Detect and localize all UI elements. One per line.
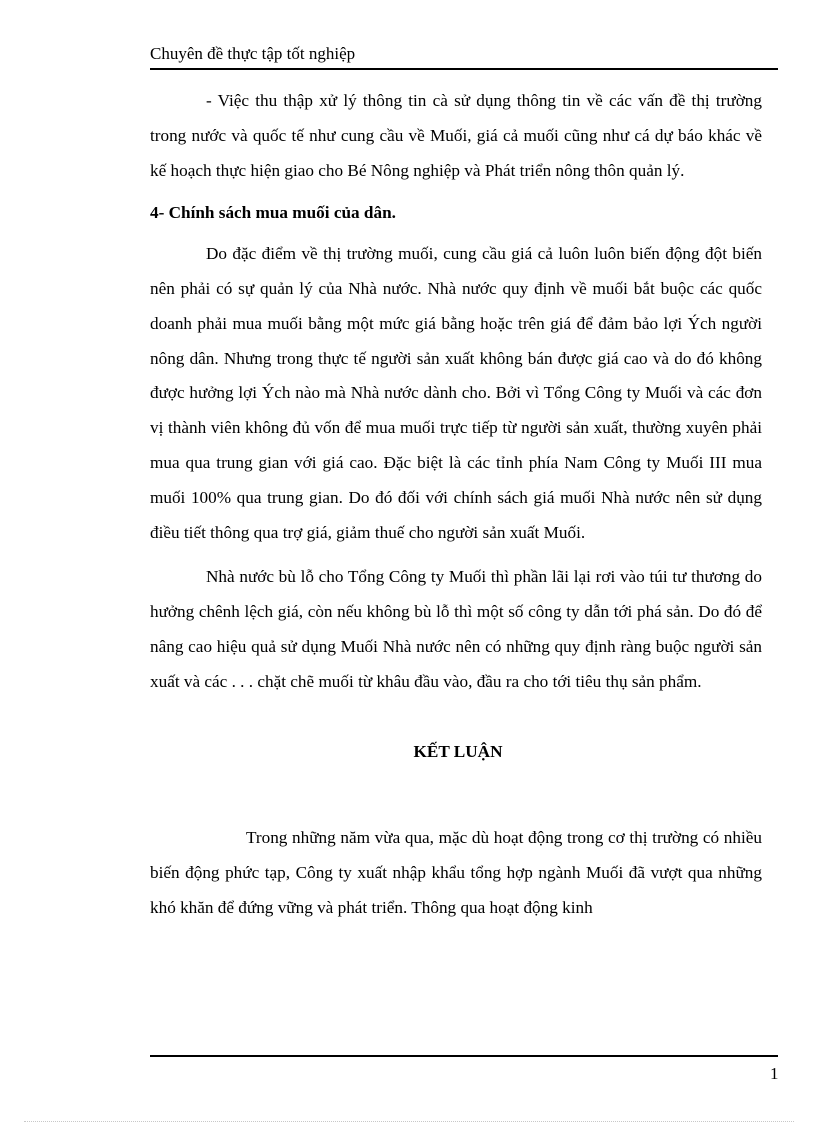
paragraph-conclusion: Trong những năm vừa qua, mặc dù hoạt động trong cơ thị trường có nhiều biến động phức tạp, Công ty xuất nhập khẩu tổng hợp ngành Muối đã vượt qua những khó khăn để đứng vững và phát triển. Thông qua hoạt động kinh — [150, 828, 762, 917]
paragraph-state-compensation: Nhà nước bù lỗ cho Tổng Công ty Muối thì phần lãi lại rơi vào túi tư thương do hưởng chênh lệch giá, còn nếu không bù lỗ thì một số công ty dẫn tới phá sản. Do đó để nâng cao hiệu quả sử dụng Muối Nhà nước nên có những quy định ràng buộc người sản xuất và các . . . chặt chẽ muối từ khâu đầu vào, đầu ra cho tới tiêu thụ sản phẩm. — [150, 567, 762, 691]
page-number: 1 — [770, 1064, 779, 1083]
conclusion-title: KẾT LUẬN — [413, 741, 503, 761]
document-body — [150, 84, 762, 926]
page-bottom-edge — [24, 1121, 794, 1122]
header-title: Chuyên đề thực tập tốt nghiệp — [150, 44, 356, 63]
section-heading: 4- Chính sách mua muối của dân. — [150, 203, 396, 223]
page-header — [150, 44, 778, 70]
footer-divider — [150, 1055, 778, 1057]
paragraph-salt-market: Do đặc điểm về thị trường muối, cung cầu giá cả luôn luôn biến động đột biến nên phải có sự quản lý của Nhà nước. Nhà nước quy định về muối bắt buộc các quốc doanh phải mua muối bằng một mức giá bằng hoặc trên giá để đảm bảo lợi Ých người nông dân. Nhưng trong thực tế người sản xuất không bán được giá cao và do đó không được hưởng lợi Ých nào mà Nhà nước dành cho. Bởi vì Tổng Công ty Muối và các đơn vị thành viên không đủ vốn để mua muối trực tiếp từ người sản xuất, thường xuyên phải mua qua trung gian với giá cao. Đặc biệt là các tỉnh phía Nam Công ty Muối III mua muối 100% qua trung gian. Do đó đối với chính sách giá muối Nhà nước nên sử dụng điều tiết thông qua trợ giá, giảm thuế cho người sản xuất Muối. — [150, 244, 762, 542]
paragraph-data-collection: - Việc thu thập xử lý thông tin cà sử dụng thông tin về các vấn đề thị trường trong nước và quốc tế như cung cầu về Muối, giá cả muối cũng như cá dự báo khác về kế hoạch thực hiện giao cho Bé Nông nghiệp và Phát triển nông thôn quản lý. — [150, 91, 762, 180]
